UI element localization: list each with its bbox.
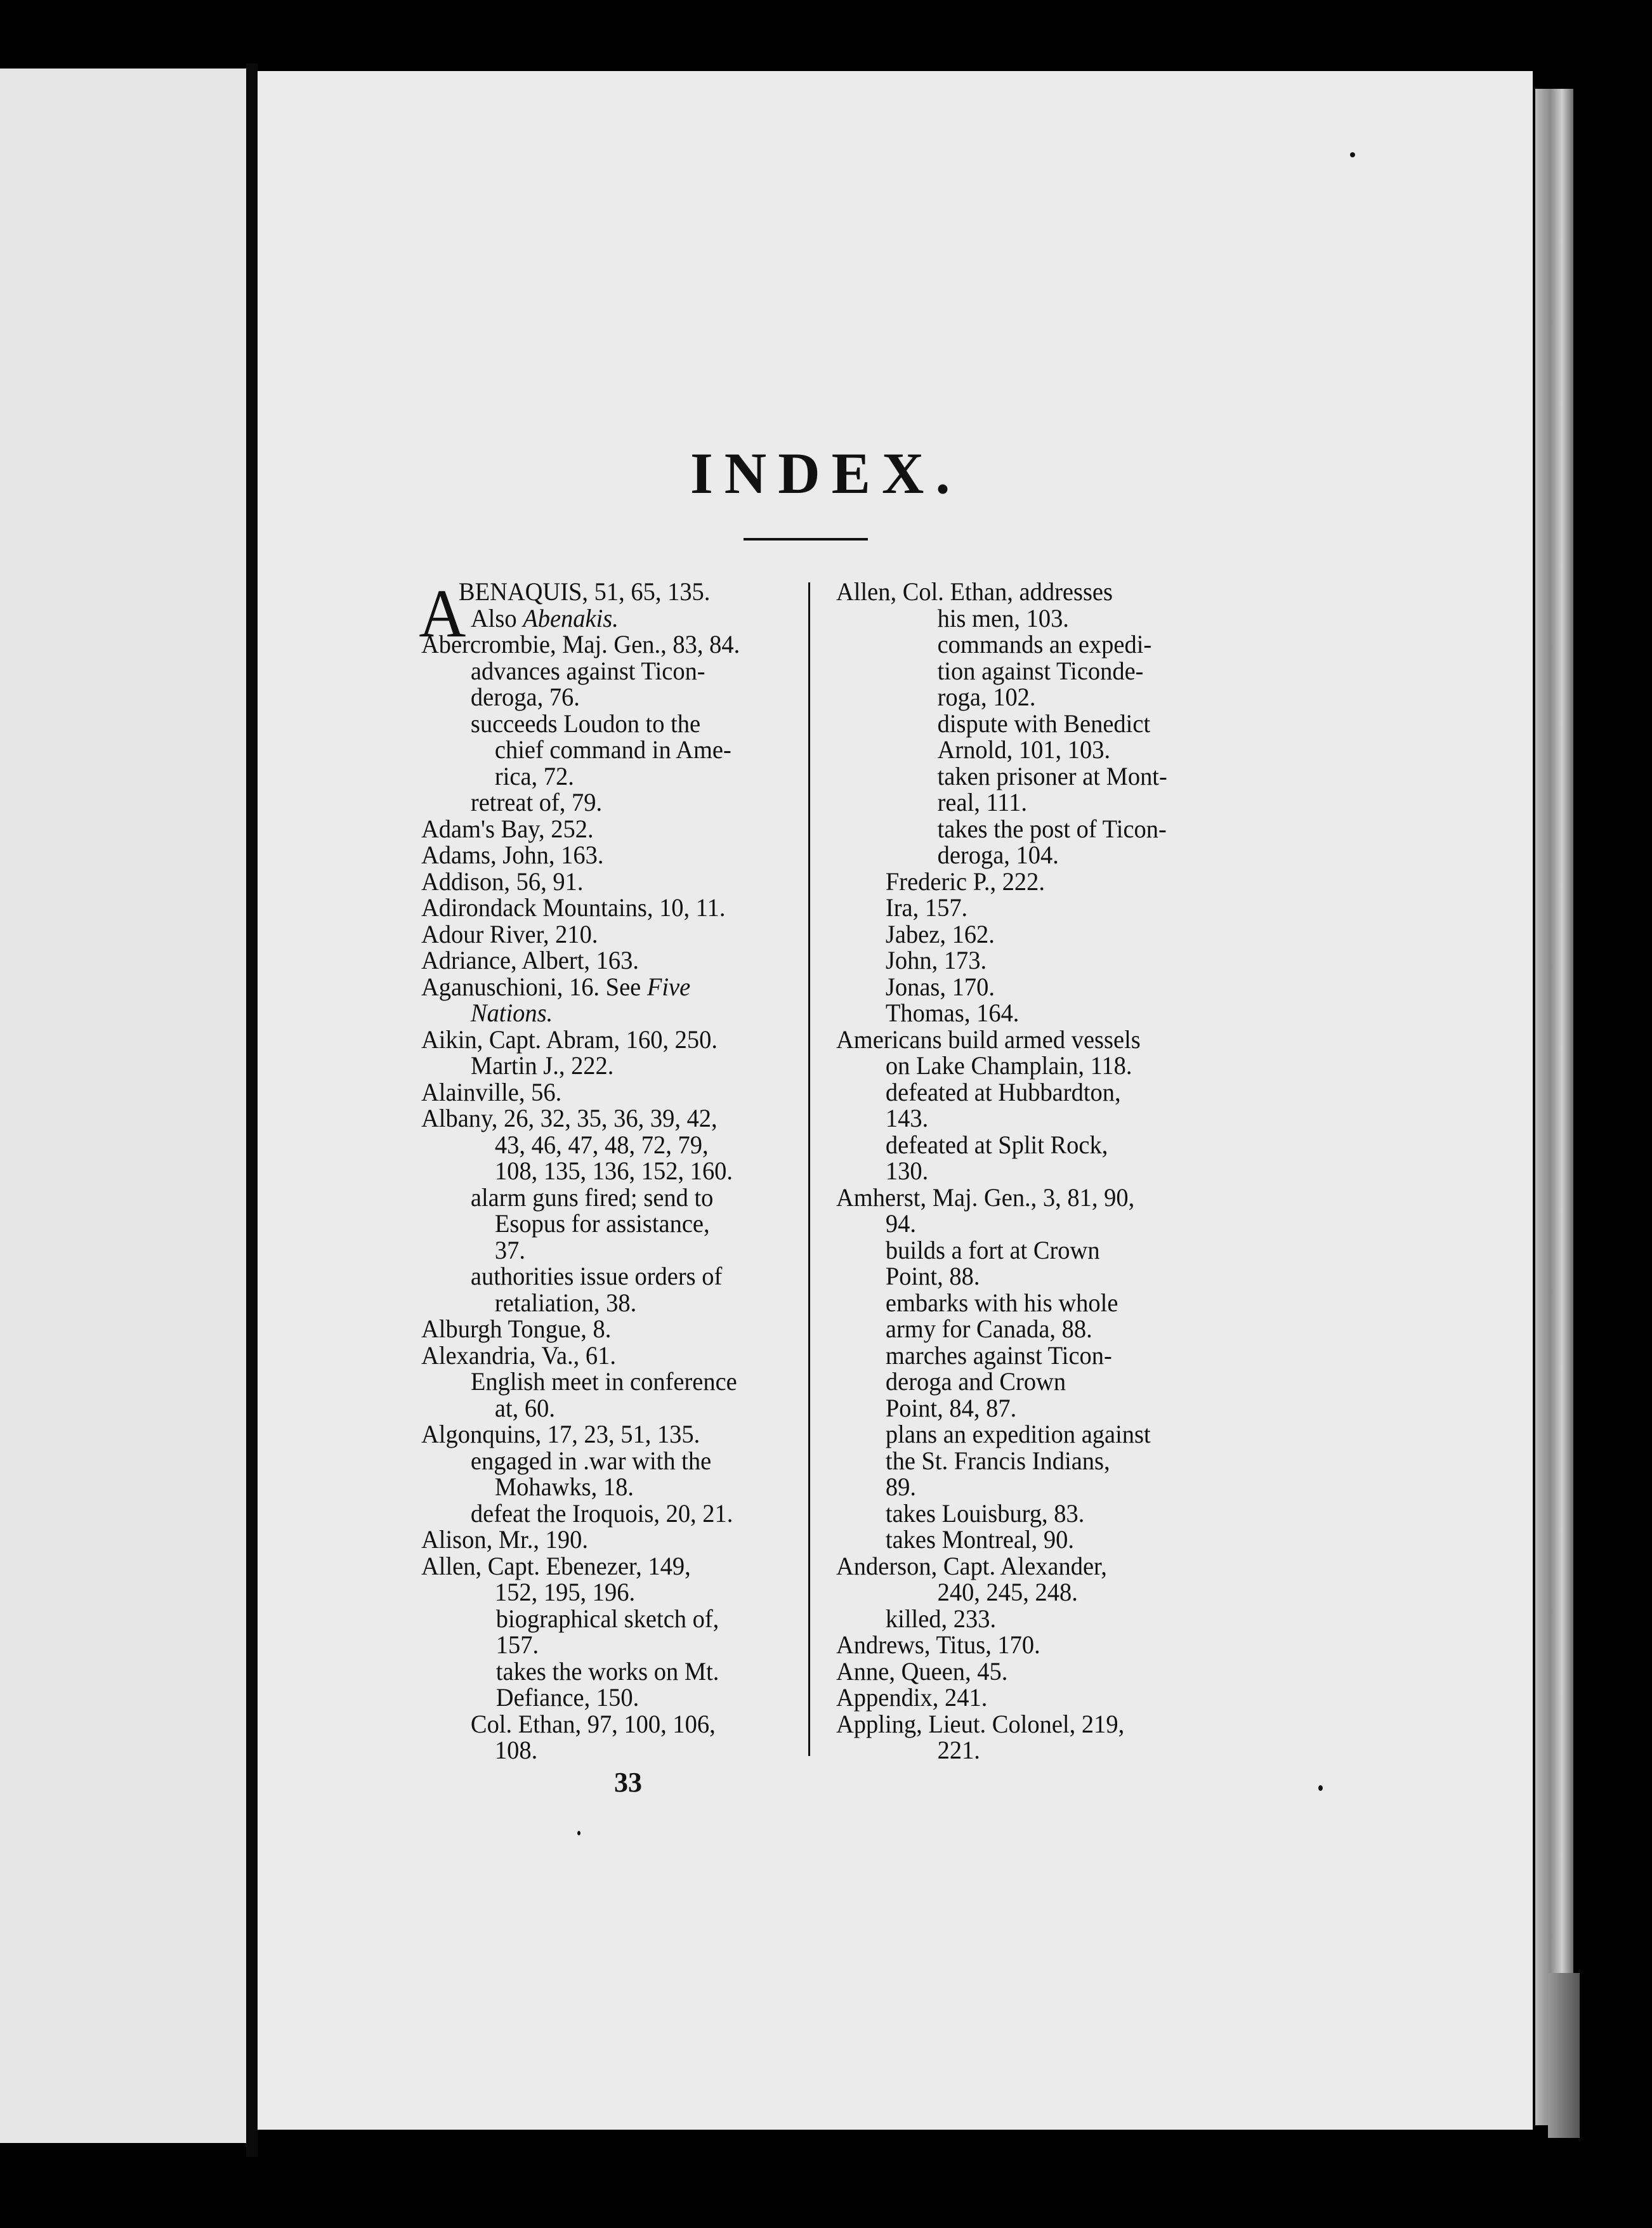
index-entry-text: 108.: [494, 1736, 538, 1764]
index-entry-text: Appendix, 241.: [836, 1683, 988, 1712]
index-entry-text: defeated at Split Rock,: [885, 1130, 1108, 1159]
index-entry-line: [421, 1474, 783, 1500]
index-entry-text: Algonquins, 17, 23, 51, 135.: [421, 1420, 700, 1448]
index-entry-line: [421, 816, 783, 842]
index-entry-line: [836, 631, 1198, 658]
index-column-right: [836, 579, 1217, 1764]
index-entry-text: 89.: [885, 1472, 916, 1501]
index-entry-line: [421, 1316, 783, 1342]
index-entry-line: [836, 1658, 1198, 1685]
index-entry-text: Adam's Bay, 252.: [421, 814, 594, 843]
index-entry-line: [421, 711, 783, 737]
index-entry-text: retreat of, 79.: [470, 788, 603, 816]
index-entry-text: Adriance, Albert, 163.: [421, 946, 639, 974]
index-entry-line: [421, 1684, 783, 1711]
index-entry-text: roga, 102.: [937, 683, 1036, 711]
index-entry-text: Defiance, 150.: [495, 1683, 639, 1712]
index-entry-text: his men, 103.: [937, 603, 1069, 632]
index-entry-text: succeeds Loudon to the: [470, 709, 701, 738]
index-entry-text: tion against Ticonde-: [937, 656, 1144, 685]
index-entry-line: [421, 1105, 783, 1132]
column-divider: [808, 582, 810, 1756]
index-entry-text: Aikin, Capt. Abram, 160, 250.: [421, 1025, 718, 1054]
index-entry-text: takes Montreal, 90.: [885, 1525, 1074, 1554]
drop-cap-letter: A: [419, 576, 466, 652]
index-entry-line: [836, 1474, 1198, 1500]
index-entry-line: [421, 737, 783, 763]
index-entry-text: English meet in conference: [470, 1367, 737, 1396]
index-entry-text: Anderson, Capt. Alexander,: [836, 1551, 1107, 1580]
index-entry-text: Allen, Col. Ethan, addresses: [836, 577, 1113, 606]
index-entry-text: Andrews, Titus, 170.: [836, 1630, 1040, 1659]
index-entry-line: [421, 763, 783, 790]
index-entry-text: 143.: [885, 1104, 929, 1132]
index-entry-italic: Five: [646, 972, 691, 1001]
index-entry-line: [421, 1395, 783, 1422]
index-entry-line: [421, 684, 783, 711]
index-entry-line: [836, 1290, 1198, 1316]
index-entry-text: alarm guns fired; send to: [470, 1183, 714, 1212]
index-entry-line: [421, 1290, 783, 1316]
index-entry-line: [421, 605, 783, 632]
index-entry-text: takes the works on Mt.: [495, 1656, 719, 1686]
index-entry-text: the St. Francis Indians,: [885, 1446, 1110, 1475]
index-entry-text: 130.: [885, 1157, 929, 1185]
index-entry-text: real, 111.: [937, 788, 1027, 816]
index-entry-text: Alainville, 56.: [421, 1077, 562, 1106]
index-entry-line: [421, 1553, 783, 1580]
index-entry-text: Point, 88.: [885, 1262, 980, 1290]
index-entry-line: [836, 737, 1198, 763]
index-entry-line: [421, 631, 783, 658]
index-entry-line: [421, 921, 783, 948]
index-column-left: [419, 576, 802, 1764]
index-entry-text: 221.: [937, 1736, 980, 1764]
index-entry-line: [421, 974, 783, 1000]
index-entry-text: Jonas, 170.: [885, 972, 995, 1001]
index-entry-line: [421, 842, 783, 868]
index-entry-line: [836, 868, 1198, 895]
index-entry-text: marches against Ticon-: [885, 1340, 1112, 1370]
index-entry-text: advances against Ticon-: [470, 656, 705, 685]
index-entry-line: [421, 1500, 783, 1527]
index-entry-line: [421, 947, 783, 974]
index-entry-text: Americans build armed vessels: [836, 1025, 1141, 1054]
index-entry-text: Arnold, 101, 103.: [937, 735, 1111, 764]
index-entry-text: Point, 84, 87.: [885, 1393, 1017, 1422]
index-entry-line: [421, 1526, 783, 1553]
index-entry-line: [836, 1553, 1198, 1580]
index-entry-line: [836, 658, 1198, 685]
index-entry-line: [836, 1184, 1198, 1211]
index-entry-text: Alexandria, Va., 61.: [421, 1340, 617, 1370]
index-entry-line: [836, 1052, 1198, 1079]
index-entry-line: [836, 1395, 1198, 1422]
index-entry-line: [421, 1448, 783, 1474]
title-rule: [744, 538, 868, 541]
index-entry-line: [836, 711, 1198, 737]
index-entry-text: engaged in .war with the: [470, 1446, 712, 1475]
index-entry-text: dispute with Benedict: [937, 709, 1151, 738]
index-entry-text: chief command in Ame-: [494, 735, 731, 764]
index-entry-line: [836, 1526, 1198, 1553]
index-entry-text: authorities issue orders of: [470, 1262, 723, 1290]
index-entry-text: army for Canada, 88.: [885, 1314, 1092, 1343]
index-entry-text: biographical sketch of,: [495, 1604, 719, 1633]
index-entry-text: 157.: [495, 1630, 539, 1659]
page-number: 33: [614, 1767, 642, 1798]
index-entry-text: Also: [470, 603, 523, 632]
index-entry-text: deroga and Crown: [885, 1367, 1066, 1396]
index-entry-line: [421, 894, 783, 921]
index-entry-text: Albany, 26, 32, 35, 36, 39, 42,: [421, 1104, 718, 1132]
index-entry-line: [836, 1132, 1198, 1158]
index-entry-line: [836, 684, 1198, 711]
index-entry-line: [836, 1026, 1198, 1053]
index-entry-text: Adour River, 210.: [421, 919, 598, 948]
index-entry-line: [836, 1237, 1198, 1264]
index-entry-line: [836, 1737, 1198, 1764]
index-entry-text: 108, 135, 136, 152, 160.: [494, 1157, 733, 1185]
index-entry-line: [836, 894, 1198, 921]
index-entry-line: [836, 816, 1198, 842]
index-entry-line: [836, 947, 1198, 974]
index-entry-line: [421, 868, 783, 895]
index-entry-line: [836, 1316, 1198, 1342]
index-entry-line: [421, 1052, 783, 1079]
index-entry-text: Col. Ethan, 97, 100, 106,: [470, 1709, 716, 1738]
index-entry-text: on Lake Champlain, 118.: [885, 1051, 1132, 1080]
index-entry-text: takes the post of Ticon-: [937, 814, 1167, 843]
index-entry-line: [421, 1421, 783, 1448]
index-entry-line: [836, 1579, 1198, 1606]
index-entry-line: [421, 1737, 783, 1764]
index-entry-text: Ira, 157.: [885, 893, 968, 922]
index-entry-line: [421, 1263, 783, 1290]
index-entry-line: [421, 1632, 783, 1658]
index-entry-line: [421, 1079, 783, 1106]
index-entry-line: [421, 1158, 783, 1184]
index-entry-text: retaliation, 38.: [494, 1288, 637, 1317]
index-entry-text: Addison, 56, 91.: [421, 867, 584, 896]
index-entry-line: [836, 1632, 1198, 1658]
index-entry-text: Allen, Capt. Ebenezer, 149,: [421, 1551, 691, 1580]
index-entry-text: BENAQUIS, 51, 65, 135.: [458, 577, 711, 606]
index-entry-text: rica, 72.: [494, 761, 574, 790]
index-entry-line: [836, 1263, 1198, 1290]
index-entry-text: killed, 233.: [885, 1604, 997, 1633]
index-entry-text: taken prisoner at Mont-: [937, 761, 1167, 790]
index-entry-line: [421, 1210, 783, 1237]
index-entry-line: [421, 1606, 783, 1632]
index-entry-text: Amherst, Maj. Gen., 3, 81, 90,: [836, 1183, 1135, 1212]
index-entry-line: [421, 1000, 783, 1026]
index-entry-text: plans an expedition against: [885, 1420, 1151, 1448]
index-entry-line: [836, 579, 1198, 605]
index-entry-line: [421, 1026, 783, 1053]
index-entry-line: [421, 1342, 783, 1369]
index-entry-line: [421, 1658, 783, 1685]
index-entry-line: [836, 763, 1198, 790]
index-entry-line: [836, 1368, 1198, 1395]
index-entry-text: Appling, Lieut. Colonel, 219,: [836, 1709, 1125, 1738]
index-entry-text: Frederic P., 222.: [885, 867, 1046, 896]
index-entry-line: [836, 1342, 1198, 1369]
index-entry-text: takes Louisburg, 83.: [885, 1498, 1085, 1528]
index-entry-text: 240, 245, 248.: [937, 1578, 1078, 1606]
index-entry-italic: Abenakis.: [523, 603, 619, 632]
index-entry-italic: Nations.: [470, 999, 553, 1027]
index-entry-text: John, 173.: [885, 946, 987, 974]
index-entry-text: Alison, Mr., 190.: [421, 1525, 588, 1554]
index-entry-line: [836, 1105, 1198, 1132]
index-entry-text: defeat the Iroquois, 20, 21.: [470, 1498, 733, 1528]
index-entry-text: Abercrombie, Maj. Gen., 83, 84.: [421, 630, 740, 659]
index-entry-text: at, 60.: [494, 1393, 556, 1422]
index-entry-line: [836, 1500, 1198, 1527]
index-entry-text: 37.: [494, 1235, 525, 1264]
index-entry-text: Martin J., 222.: [470, 1051, 614, 1080]
index-entry-line: [836, 1421, 1198, 1448]
index-entry-text: commands an expedi-: [937, 630, 1152, 659]
index-entry-line: [836, 1684, 1198, 1711]
index-entry-text: embarks with his whole: [885, 1288, 1118, 1317]
index-entry-line: [836, 789, 1198, 816]
index-entry-text: Aganuschioni, 16. See: [421, 972, 647, 1001]
index-entry-line: [421, 1132, 783, 1158]
index-entry-text: defeated at Hubbardton,: [885, 1077, 1121, 1106]
index-entry-line: [836, 1158, 1198, 1184]
index-entry-line: [421, 1368, 783, 1395]
index-entry-text: Adirondack Mountains, 10, 11.: [421, 893, 726, 922]
index-entry-line: [836, 605, 1198, 632]
index-entry-line: [421, 1237, 783, 1264]
index-entry-text: Adams, John, 163.: [421, 841, 604, 869]
index-entry-line: [836, 1210, 1198, 1237]
index-entry-text: Anne, Queen, 45.: [836, 1656, 1008, 1686]
index-entry-line: [836, 974, 1198, 1000]
index-entry-text: Mohawks, 18.: [494, 1472, 634, 1501]
index-entry-text: Esopus for assistance,: [494, 1209, 710, 1238]
index-entry-line: [836, 1606, 1198, 1632]
index-entry-line: [836, 1711, 1198, 1738]
index-entry-line: [421, 1711, 783, 1738]
index-entry-text: 152, 195, 196.: [494, 1578, 636, 1606]
index-entry-text: deroga, 104.: [937, 841, 1059, 869]
index-entry-line: [421, 658, 783, 685]
index-entry-text: builds a fort at Crown: [885, 1235, 1100, 1264]
index-entry-text: deroga, 76.: [470, 683, 580, 711]
index-entry-text: 94.: [885, 1209, 916, 1238]
index-entry-line: [836, 1079, 1198, 1106]
index-entry-text: Alburgh Tongue, 8.: [421, 1314, 612, 1343]
index-entry-line: [836, 842, 1198, 868]
index-entry-line: [836, 1448, 1198, 1474]
index-entry-text: Jabez, 162.: [885, 919, 995, 948]
index-entry-text: 43, 46, 47, 48, 72, 79,: [494, 1130, 709, 1159]
index-entry-line: [421, 1579, 783, 1606]
index-entry-line: [421, 1184, 783, 1211]
index-entry-line: [421, 789, 783, 816]
page-title: INDEX.: [690, 441, 962, 506]
index-entry-line: [836, 1000, 1198, 1026]
index-entry-text: Thomas, 164.: [885, 999, 1019, 1027]
index-entry-line: [836, 921, 1198, 948]
